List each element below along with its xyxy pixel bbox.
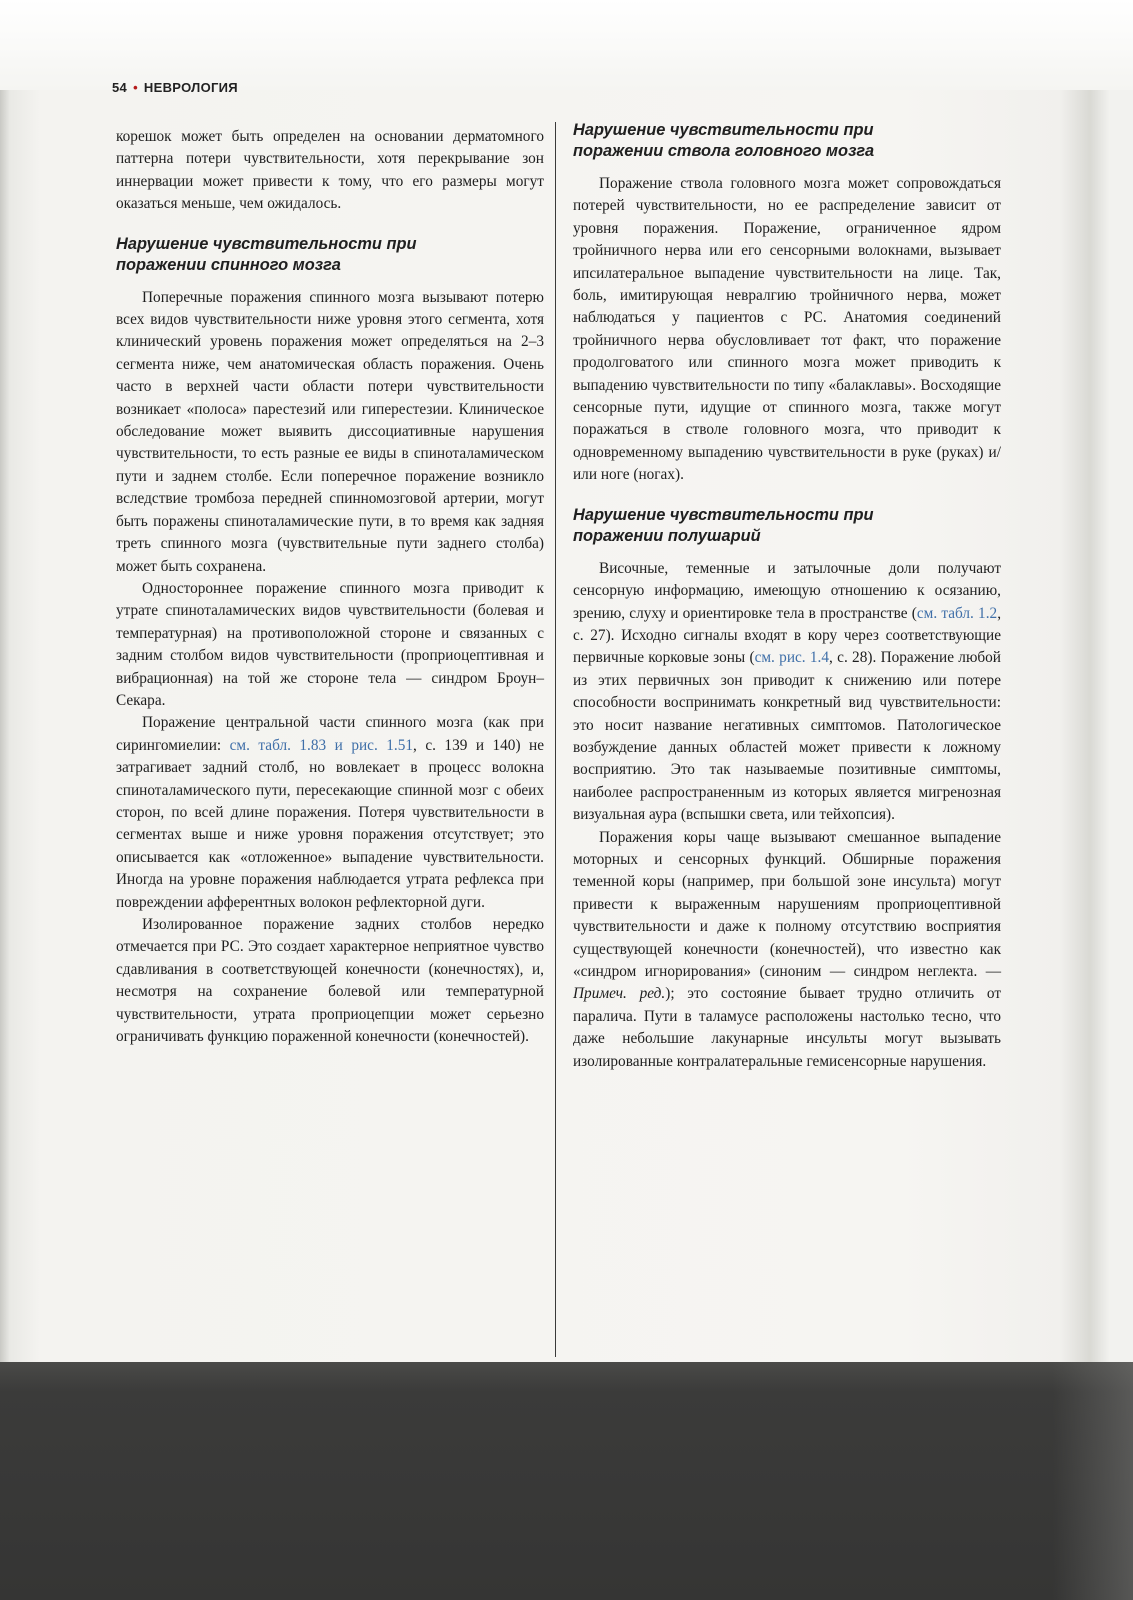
left-column xyxy=(116,126,544,1048)
cross-reference-link[interactable]: см. табл. 1.83 и рис. 1.51 xyxy=(229,736,414,754)
column-divider xyxy=(555,122,556,1357)
scanner-edge-fade xyxy=(1053,1362,1133,1600)
cross-reference-link[interactable]: см. табл. 1.2 xyxy=(916,604,998,622)
right-column xyxy=(573,120,1001,1073)
heading-line: Нарушение чувствительности при xyxy=(573,121,874,139)
page-top-shade xyxy=(0,0,1133,90)
heading-line: поражении ствола головного мозга xyxy=(573,142,875,160)
text-segment: , с. 27). Исходно сигналы входят в кору через соответствующие первичные корковые зоны ( xyxy=(573,604,1002,667)
scanner-background-band xyxy=(0,1362,1133,1600)
heading-line: поражении спинного мозга xyxy=(116,255,341,274)
text-segment: ); это состояние бывает трудно отличить от паралича. Пути в таламусе расположены настолько тесно, что даже небольшие лакунарные инсульты могут вызывать изолированные контралатеральные гемисенсорные нарушения. xyxy=(573,985,1001,1070)
paragraph-central-cord xyxy=(116,712,544,914)
heading-spinal-cord xyxy=(116,234,544,276)
text-segment: , с. 139 и 140) не затрагивает задний столб, но вовлекает в процесс волокна спиноталамического пути, пересекающие спинной мозг с обеих сторон, по всей длине поражения. Потеря чувствительности в сегментах выше и ниже уровня поражения отсутствует; это описывается как «отложенное» выпадение чувствительности. Иногда на уровне поражения наблюдается утрата рефлекса при повреждении афферентных волокон рефлекторной дуги. xyxy=(116,736,545,911)
page-number: 54 xyxy=(112,80,128,95)
paragraph-brainstem: Поражение ствола головного мозга может сопровождаться потерей чувствительности, но ее распределение зависит от уровня поражения. Поражение, ограниченное ядром тройничного нерва или его сенсорными волокнами, вызывает ипсилатеральное выпадение чувствительности на лице. Так, боль, имитирующая невралгию тройничного нерва, может наблюдаться у пациентов с РС. Анатомия соединений тройничного нерва обусловливает тот факт, что поражение продолговатого или спинного мозга может приводить к выпадению чувствительности по типу «балаклавы». Восходящие сенсорные пути, идущие от спинного мозга, также могут поражаться в стволе головного мозга, что приводит к одновременному выпадению чувствительности в руке (руках) и/или ноге (ногах). xyxy=(573,175,1001,484)
cross-reference-link[interactable]: см. рис. 1.4 xyxy=(754,649,830,667)
paragraph-root-continuation: корешок может быть определен на основании дерматомного паттерна потери чувствительности, хотя перекрывание зон иннервации может привести к тому, что его размеры могут оказаться меньше, чем ожидалось. xyxy=(116,128,544,213)
paragraph-posterior-columns: Изолированное поражение задних столбов нередко отмечается при РС. Это создает характерное неприятное чувство сдавливания в соответствующей конечности (конечностях), и, несмотря на сохранение болевой или температурной чувствительности, утрата проприоцепции может серьезно ограничивать функцию пораженной конечности (конечностей). xyxy=(116,916,544,1046)
text-segment: Поражения коры чаще вызывают смешанное выпадение моторных и сенсорных функций. Обширные поражения теменной коры (например, при большой зоне инсульта) могут привести к выраженным нарушениям проприоцептивной чувствительности и даже к полному отсутствию восприятия существующей конечности (конечностей), что известно как «синдром игнорирования» (синоним — синдром неглекта. — xyxy=(573,828,1001,980)
heading-line: Нарушение чувствительности при xyxy=(116,234,417,253)
running-header xyxy=(112,80,238,95)
paragraph-cortical-lobes xyxy=(573,558,1001,827)
header-bullet: • xyxy=(133,80,138,95)
text-segment: , с. 28). Поражение любой из этих первичных зон приводит к снижению или потере способности воспринимать конкретный вид чувствительности: это носит название негативных симптомов. Патологическое возбуждение данных областей может привести к ложному восприятию. Это так называемые позитивные симптомы, наиболее распространенным из которых является мигренозная визуальная аура (вспышки света, или тейхопсия). xyxy=(573,649,1001,824)
paragraph-brown-sequard: Одностороннее поражение спинного мозга приводит к утрате спиноталамических видов чувствительности (болевая и температурная) на противоположной стороне и связанных с задним столбом видов чувствительности (проприоцептивная и вибрационная) на той же стороне тела — синдром Броун–Секара. xyxy=(116,579,544,709)
paragraph-transverse-lesions: Поперечные поражения спинного мозга вызывают потерю всех видов чувствительности ниже уровня этого сегмента, хотя клинический уровень поражения может определяться на 2–3 сегмента ниже, чем анатомическая область поражения. Очень часто в верхней части области потери чувствительности возникает «полоса» парестезий или гиперестезии. Клиническое обследование может выявить диссоциативные нарушения чувствительности, то есть разные ее виды в спиноталамическом пути и заднем столбе. Если поперечное поражение возникло вследствие тромбоза передней спинномозговой артерии, могут быть поражены спиноталамические пути, в то время как задняя треть спинного мозга (чувствительные пути заднего столба) может быть сохранена. xyxy=(116,288,544,575)
heading-brainstem xyxy=(573,120,1001,162)
heading-line: поражении полушарий xyxy=(573,526,761,545)
text-segment: Поражение центральной части спинного мозга (как при сирингомиелии: xyxy=(116,714,544,754)
paragraph-cortical-lesions xyxy=(573,827,1001,1073)
text-segment: Височные, теменные и затылочные доли получают сенсорную информацию, имеющую отношению к осязанию, зрению, слуху и ориентировке тела в пространстве ( xyxy=(573,559,1001,622)
section-title: НЕВРОЛОГИЯ xyxy=(143,80,238,95)
heading-hemispheres xyxy=(573,505,1001,547)
editor-note: Примеч. ред. xyxy=(573,985,666,1003)
heading-line: Нарушение чувствительности при xyxy=(573,505,874,524)
